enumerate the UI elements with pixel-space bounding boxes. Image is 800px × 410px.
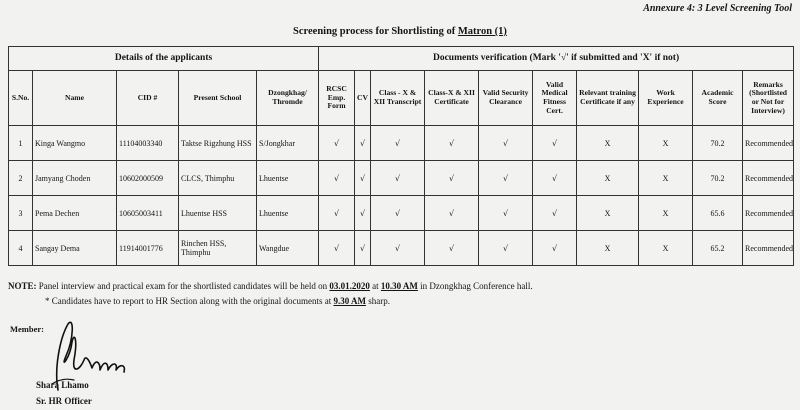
note-text-1: Panel interview and practical exam for the shortlisted candidates will be held on [36, 281, 330, 291]
note-report-time: 9.30 AM [333, 296, 366, 306]
annexure-label: Annexure 4: 3 Level Screening Tool [643, 3, 792, 14]
cell-dzongkhag: Lhuentse [257, 161, 319, 196]
cell-rcsc: √ [319, 231, 355, 266]
group-applicants: Details of the applicants [9, 47, 319, 71]
cell-cid: 10602000509 [117, 161, 179, 196]
cell-medical: √ [533, 231, 577, 266]
note-time: 10.30 AM [380, 281, 418, 291]
header-transcript: Class - X & XII Transcript [371, 71, 425, 126]
cell-dzongkhag: Wangdue [257, 231, 319, 266]
note-text-2: at [369, 281, 381, 291]
cell-name: Sangay Dema [33, 231, 117, 266]
cell-medical: √ [533, 126, 577, 161]
cell-cv: √ [355, 196, 371, 231]
cell-training: X [577, 161, 639, 196]
cell-score: 70.2 [693, 161, 743, 196]
note-text-3: in Dzongkhag Conference hall. [417, 281, 533, 291]
header-school: Present School [179, 71, 257, 126]
cell-sno: 3 [9, 196, 33, 231]
cell-rcsc: √ [319, 161, 355, 196]
cell-dzongkhag: S/Jongkhar [257, 126, 319, 161]
group-documents: Documents verification (Mark '√' if submitted and 'X' if not) [319, 47, 794, 71]
cell-transcript: √ [371, 161, 425, 196]
cell-rcsc: √ [319, 126, 355, 161]
cell-training: X [577, 231, 639, 266]
cell-school: Lhuentse HSS [179, 196, 257, 231]
cell-score: 70.2 [693, 126, 743, 161]
cell-remarks: Recommended [743, 196, 794, 231]
cell-name: Pema Dechen [33, 196, 117, 231]
cell-medical: √ [533, 161, 577, 196]
cell-remarks: Recommended [743, 231, 794, 266]
cell-cid: 10605003411 [117, 196, 179, 231]
cell-work: X [639, 126, 693, 161]
cell-certificate: √ [425, 161, 479, 196]
cell-rcsc: √ [319, 196, 355, 231]
cell-transcript: √ [371, 196, 425, 231]
header-dzongkhag: Dzongkhag/ Thromde [257, 71, 319, 126]
note-block [8, 279, 798, 309]
header-cid: CID # [117, 71, 179, 126]
cell-work: X [639, 161, 693, 196]
note-line-2a: * Candidates have to report to HR Section along with the original documents at [45, 296, 334, 306]
cell-school: Rinchen HSS, Thimphu [179, 231, 257, 266]
header-medical: Valid Medical Fitness Cert. [533, 71, 577, 126]
cell-cv: √ [355, 126, 371, 161]
cell-security: √ [479, 196, 533, 231]
header-cv: CV [355, 71, 371, 126]
signatory-name: Shara Lhamo [36, 380, 89, 390]
member-label: Member: [10, 324, 44, 334]
table-row [9, 161, 794, 196]
cell-security: √ [479, 126, 533, 161]
header-certificate: Class-X & XII Certificate [425, 71, 479, 126]
table-row [9, 126, 794, 161]
header-sno: S.No. [9, 71, 33, 126]
cell-cv: √ [355, 161, 371, 196]
cell-transcript: √ [371, 231, 425, 266]
cell-work: X [639, 231, 693, 266]
cell-certificate: √ [425, 231, 479, 266]
title-post: Matron (1) [457, 26, 507, 37]
cell-sno: 4 [9, 231, 33, 266]
cell-cid: 11104003340 [117, 126, 179, 161]
cell-security: √ [479, 231, 533, 266]
cell-training: X [577, 196, 639, 231]
cell-training: X [577, 126, 639, 161]
cell-school: CLCS, Thimphu [179, 161, 257, 196]
cell-name: Jamyang Choden [33, 161, 117, 196]
header-security: Valid Security Clearance [479, 71, 533, 126]
cell-dzongkhag: Lhuentse [257, 196, 319, 231]
header-work: Work Experience [639, 71, 693, 126]
cell-work: X [639, 196, 693, 231]
header-name: Name [33, 71, 117, 126]
cell-security: √ [479, 161, 533, 196]
header-academic: Academic Score [693, 71, 743, 126]
note-line-2 [8, 294, 798, 309]
cell-score: 65.2 [693, 231, 743, 266]
table-row [9, 231, 794, 266]
title-prefix: Screening process for Shortlisting of [293, 26, 458, 37]
cell-name: Kinga Wangmo [33, 126, 117, 161]
cell-remarks: Recommended [743, 126, 794, 161]
screening-table [8, 46, 794, 266]
header-remarks: Remarks (Shortlisted or Not for Interview) [743, 71, 794, 126]
note-date: 03.01.2020 [329, 281, 370, 291]
cell-transcript: √ [371, 126, 425, 161]
cell-cid: 11914001776 [117, 231, 179, 266]
cell-school: Taktse Rigzhung HSS [179, 126, 257, 161]
cell-sno: 1 [9, 126, 33, 161]
table-row [9, 196, 794, 231]
header-training: Relevant training Certificate if any [577, 71, 639, 126]
signatory-role: Sr. HR Officer [36, 396, 92, 406]
cell-medical: √ [533, 196, 577, 231]
page-title [0, 26, 800, 37]
note-line-2b: sharp. [365, 296, 390, 306]
cell-certificate: √ [425, 126, 479, 161]
cell-remarks: Recommended [743, 161, 794, 196]
note-label: NOTE: [8, 281, 37, 291]
cell-cv: √ [355, 231, 371, 266]
note-line-1 [8, 279, 798, 294]
cell-certificate: √ [425, 196, 479, 231]
header-rcsc: RCSC Emp. Form [319, 71, 355, 126]
cell-score: 65.6 [693, 196, 743, 231]
cell-sno: 2 [9, 161, 33, 196]
